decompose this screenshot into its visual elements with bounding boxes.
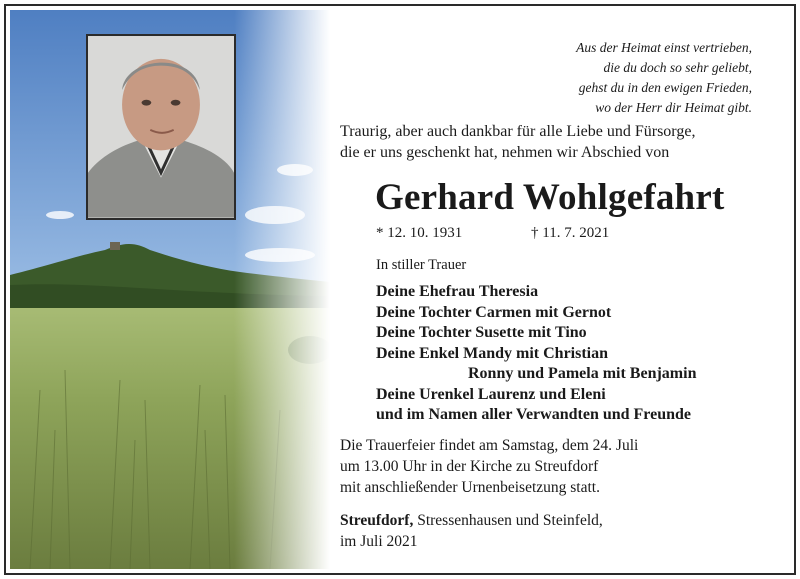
place-town: Streufdorf, [340, 512, 414, 529]
service-line: mit anschließender Urnenbeisetzung statt. [340, 479, 600, 496]
service-line: um 13.00 Uhr in der Kirche zu Streufdorf [340, 458, 599, 475]
poem-line: wo der Herr dir Heimat gibt. [595, 100, 752, 115]
intro-line: Traurig, aber auch dankbar für alle Liebe und Fürsorge, [340, 123, 696, 140]
family-line: Deine Tochter Carmen mit Gernot [376, 303, 612, 321]
mourning-intro: In stiller Trauer [376, 257, 467, 273]
life-dates [376, 225, 609, 242]
family-line: Deine Ehefrau Theresia [376, 283, 539, 300]
birth-date: * 12. 10. 1931 [376, 225, 463, 241]
intro-text [340, 121, 770, 163]
family-line: Ronny und Pamela mit Benjamin [468, 365, 697, 382]
place-month: im Juli 2021 [340, 533, 418, 550]
portrait-photo [86, 34, 236, 220]
place-line [340, 510, 603, 531]
family-line: Deine Tochter Susette mit Tino [376, 324, 587, 341]
family-line: Deine Enkel Mandy mit Christian [376, 344, 609, 362]
poem-line: die du doch so sehr geliebt, [603, 60, 752, 75]
place-date [340, 510, 603, 552]
service-info [340, 435, 638, 498]
place-rest: Stressenhausen und Steinfeld, [413, 512, 603, 529]
family-line: Deine Urenkel Laurenz und Eleni [376, 385, 606, 403]
poem [492, 38, 752, 118]
poem-line: Aus der Heimat einst vertrieben, [576, 40, 752, 55]
family-line: und im Namen aller Verwandten und Freunde [376, 406, 692, 423]
family-list [376, 282, 696, 426]
deceased-name: Gerhard Wohlgefahrt [375, 177, 725, 218]
poem-line: gehst du in den ewigen Frieden, [578, 80, 752, 95]
death-date: † 11. 7. 2021 [531, 225, 610, 241]
intro-line: die er uns geschenkt hat, nehmen wir Abschied von [340, 144, 670, 161]
service-line: Die Trauerfeier findet am Samstag, dem 24. Juli [340, 437, 639, 454]
